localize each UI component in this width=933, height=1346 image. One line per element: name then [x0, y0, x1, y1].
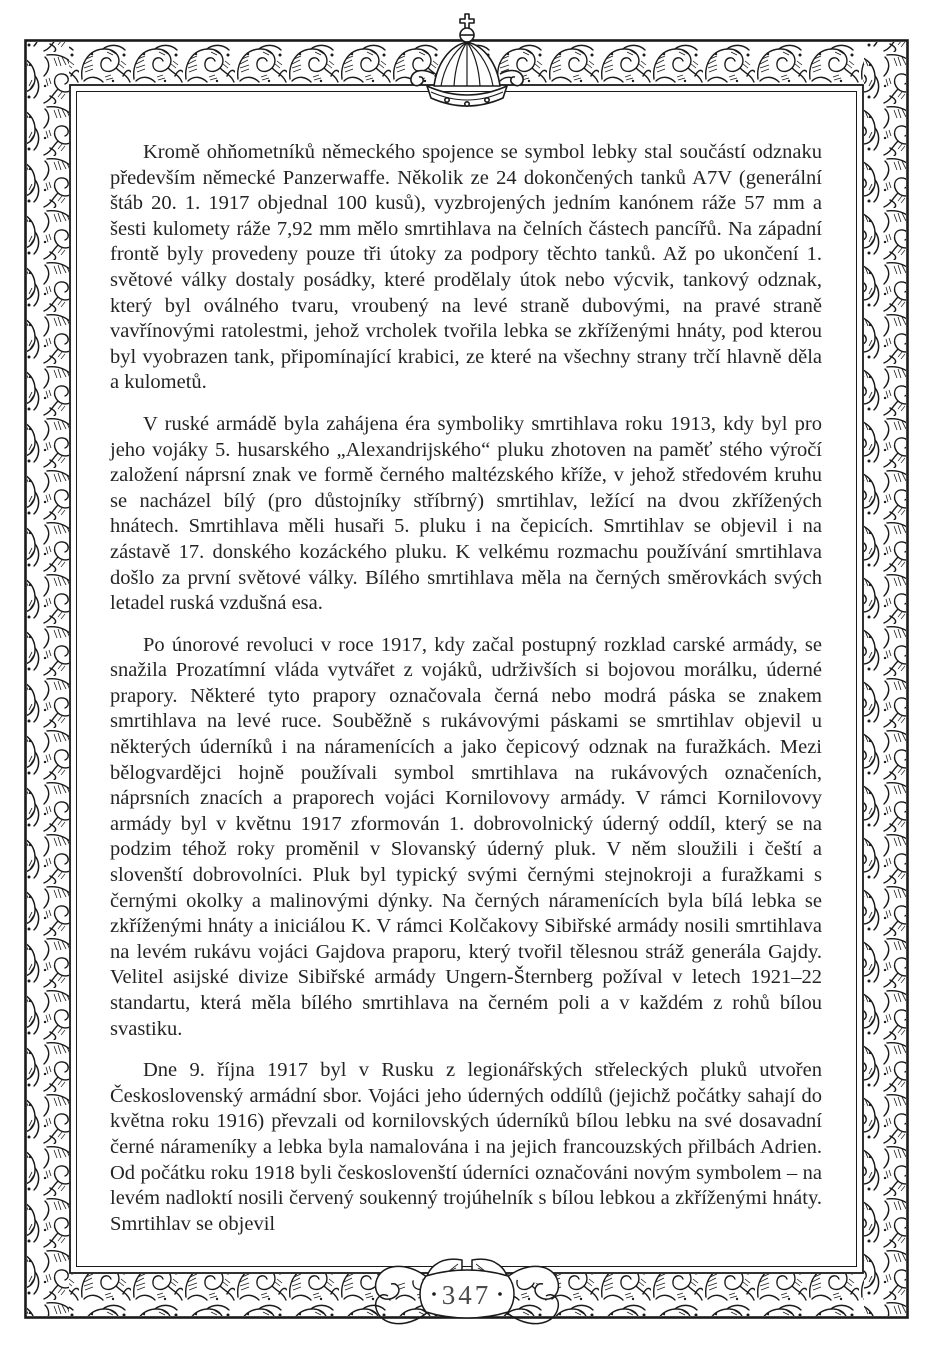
crown-icon [405, 12, 529, 118]
paragraph: Kromě ohňometníků německého spojence se symbol lebky stal součástí odznaku především německé Panzerwaffe. Několik ze 24 dokončených tanků A7V (generální štáb 20. 1. 1917 objednal 100 kusů), vyzbrojených jedním kanónem ráže 57 mm a šesti kulomety ráže 7,92 mm mělo smrtihlava na čelních částech pancířů. Na západní frontě byly provedeny pouze tři útoky za podpory těchto tanků. Až po ukončení 1. světové války dostaly posádky, které prodělaly útok nebo výcvik, tankový odznak, který byl oválného tvaru, vroubený na levé straně dubovými, na pravé straně vavřínovými ratolestmi, jehož vrcholek tvořila lebka se zkříženými hnáty, pod kterou byl vyobrazen tank, připomínající krabici, ze které na všechny strany trčí hlavně děla a kulometů. [110, 141, 822, 394]
page-number-cartouche [364, 1250, 570, 1338]
paragraph: Po únorové revoluci v roce 1917, kdy začal postupný rozklad carské armády, se snažila Prozatímní vláda vytvářet z vojáků, udrživších si bojovou morálku, úderné prapory. Některé tyto prapory označovala černá nebo modrá páska se znakem smrtihlava na levé ruce. Souběžně s rukávovými páskami se smrtihlav objevil u některých úderníků i na náramenících a jako čepicový odznak na furažkách. Mezi bělogvardějci hojně používali symbol smrtihlava na rukávových označeních, náprsních znacích a praporech vojáci Kornilovovy armády. V rámci Kornilovovy armády byl v květnu 1917 zformován 1. dobrovolnický úderný oddíl, který se na podzim téhož roky proměnil v Slovanský úderný pluk. V něm sloužili i čeští a slovenští dobrovolníci. Pluk byl typický svými černými stejnokroji a furažkami s černými okolky a malinovými dýnky. Na černých náramenících byla bílá lebka se zkříženými hnáty a iniciálou K. V rámci Kolčakovy Sibiřské armády nosili smrtihlava na levém rukávu vojáci Gajdova praporu, který tvořil tělesnou stráž generála Gajdy. Velitel asijské divize Sibiřské armády Ungern-Šternberg požíval v letech 1921–22 standartu, která měla bílého smrtihlava na černém poli a v každém z rohů bílou svastiku. [110, 633, 822, 1040]
page-text [110, 140, 822, 1253]
page-number: 347 [441, 1279, 492, 1310]
paragraph: Dne 9. října 1917 byl v Rusku z legionářských střeleckých pluků utvořen Československý armádní sbor. Vojáci jeho úderných oddílů (jejichž počátky sahají do května roku 1916) převzali od kornilovských úderníků bílou lebku na své dosavadní černé nárameníky a lebka byla namalována i na jejich francouzských přilbách Adrien. Od počátku roku 1918 byli českoslovenští úderníci označováni novým symbolem – na levém nadloktí nosili červený soukenný trojúhelník s bílou lebkou a zkříženými hnáty. Smrtihlav se objevil [110, 1059, 822, 1235]
paragraph: V ruské armádě byla zahájena éra symboliky smrtihlava roku 1913, kdy byl pro jeho vojáky 5. husarského „Alexandrijského“ pluku zhotoven na paměť stého výročí založení náprsní znak ve formě černého maltézského kříže, v jehož středovém kruhu se nacházel bílý (pro důstojníky stříbrný) smrtihlav, ležící na dvou zkřížených hnátech. Smrtihlava měli husaři 5. pluku i na čepicích. Smrtihlav se objevil i na zástavě 17. donského kozáckého pluku. K velkému rozmachu používání smrtihlava došlo za první světové války. Bílého smrtihlava měla na černých směrovkách svých letadel ruská vzdušná esa. [110, 412, 822, 615]
